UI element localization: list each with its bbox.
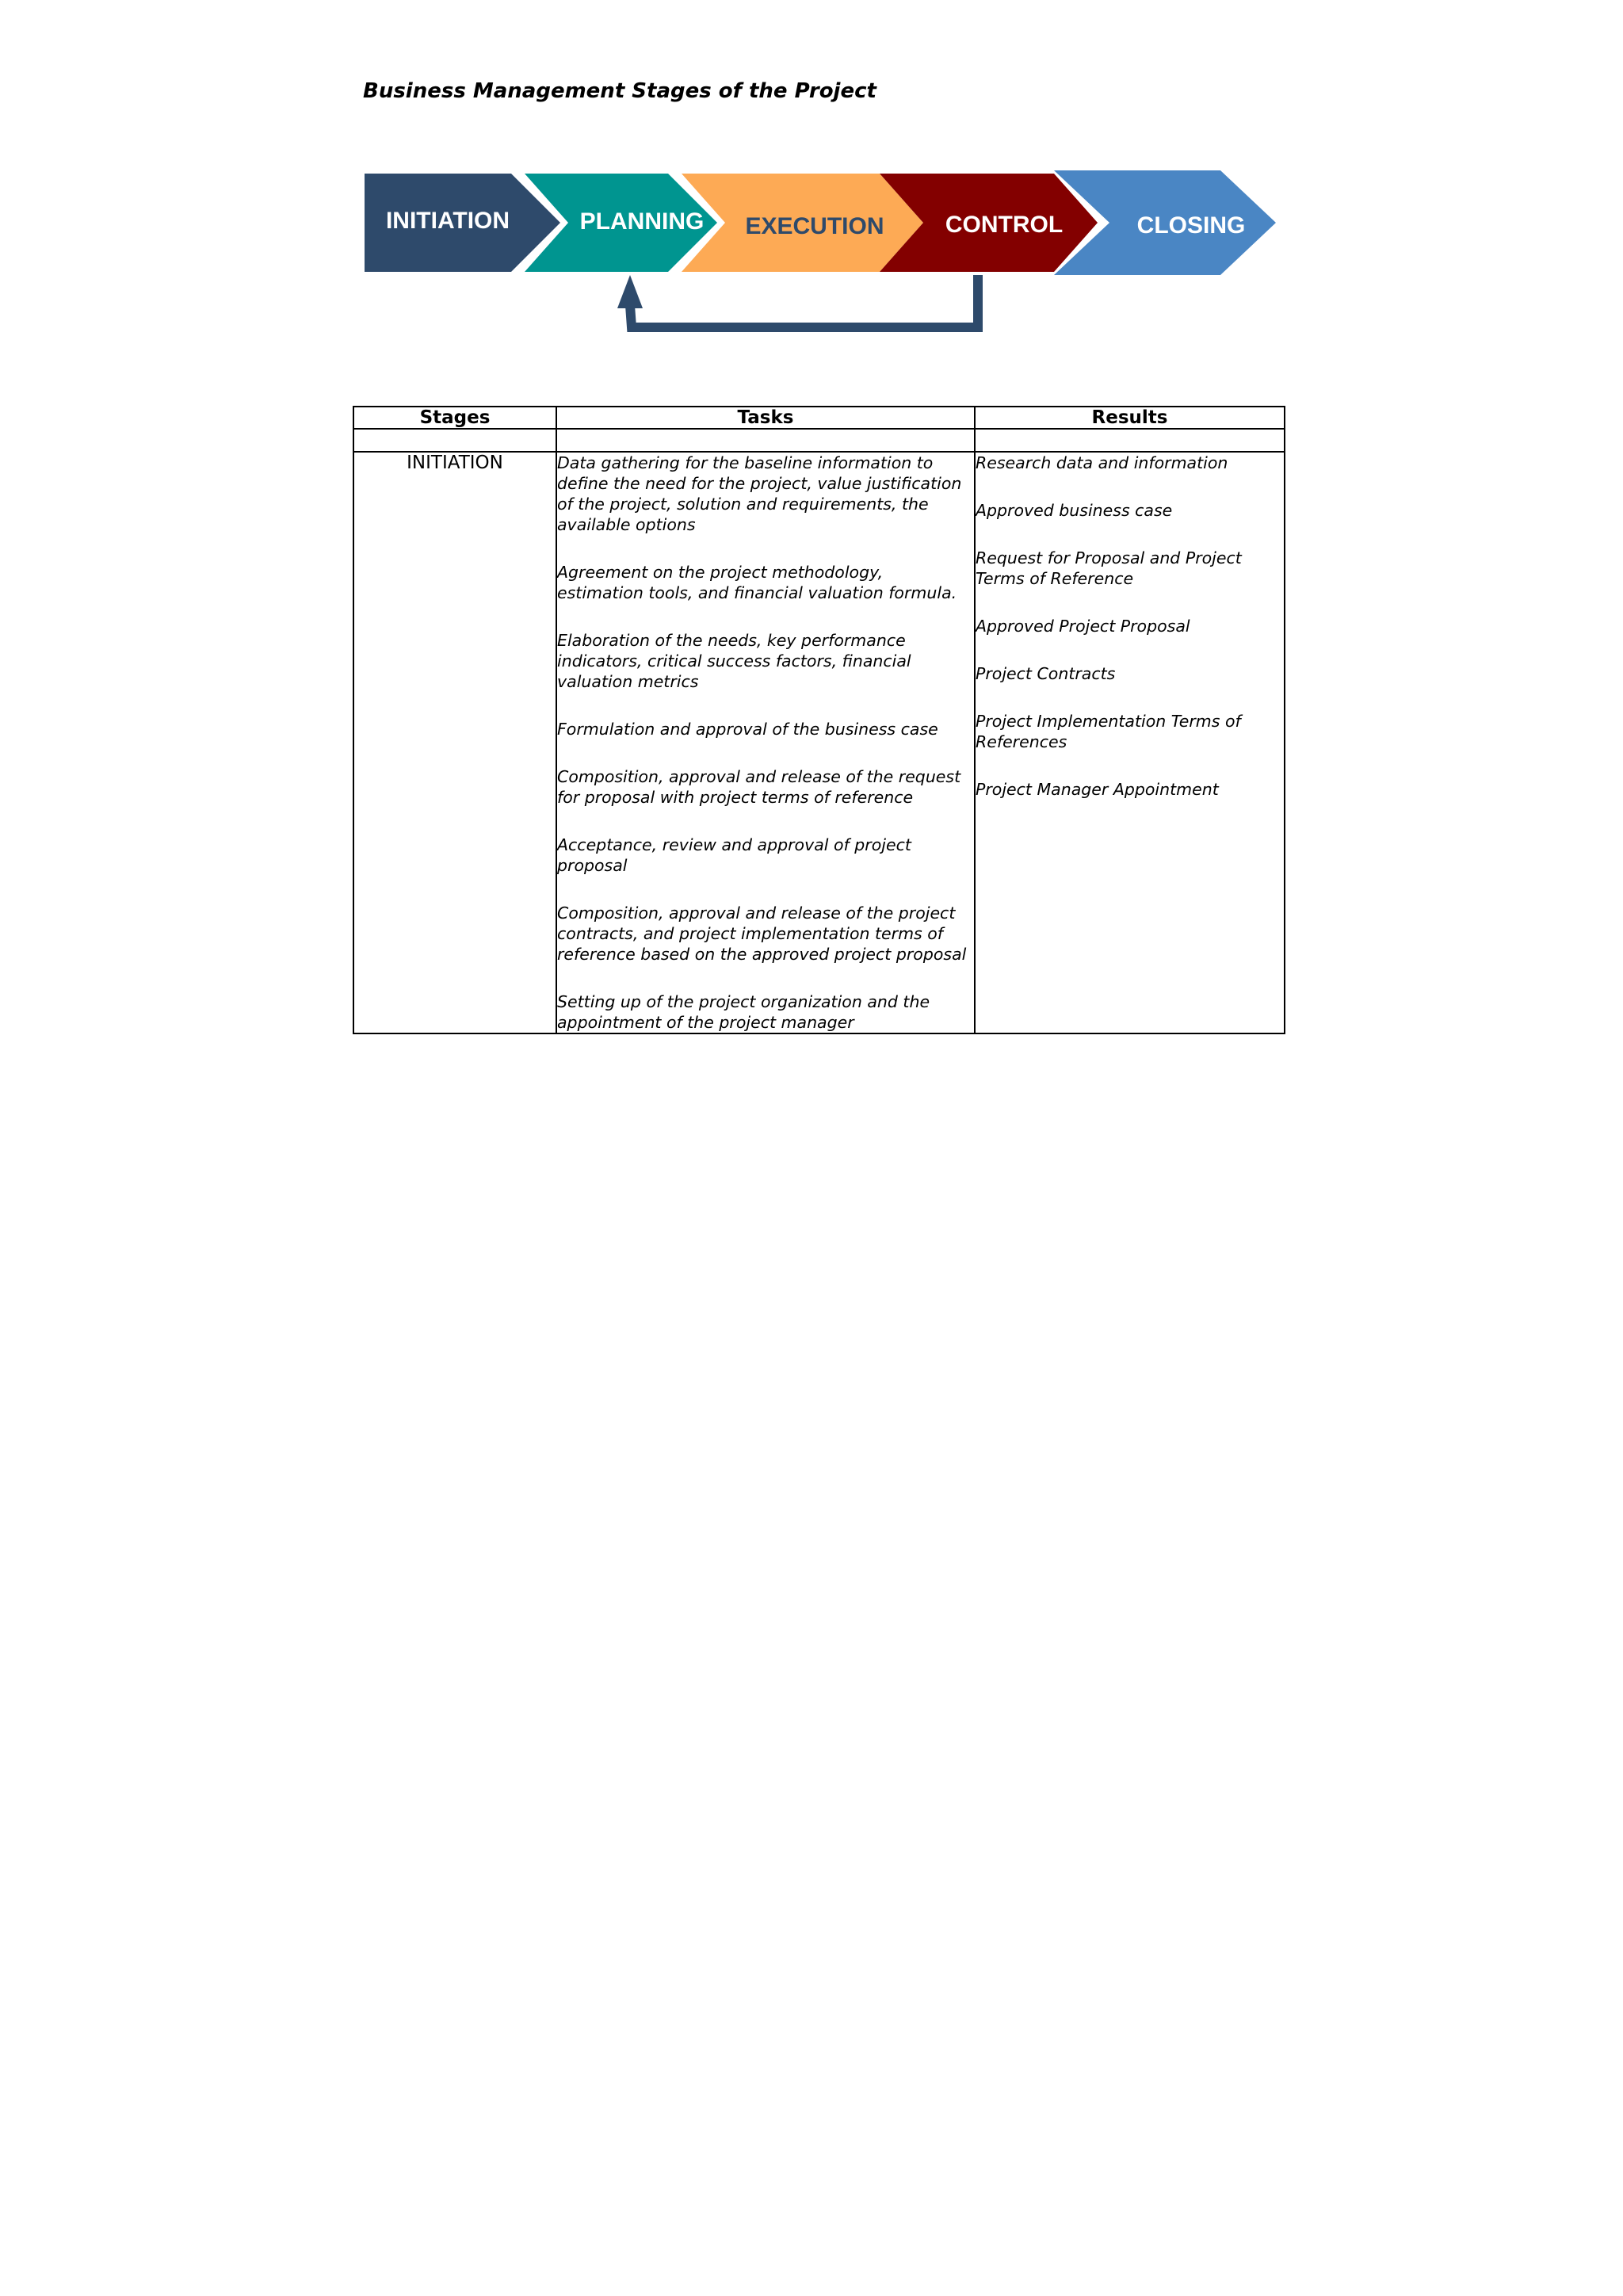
header-stages: Stages — [353, 407, 556, 429]
task-item: Elaboration of the needs, key performance indicators, critical success factors, financial valuation metrics — [557, 631, 911, 691]
table-header-row — [353, 407, 1285, 429]
stage-initiation-label: INITIATION — [385, 208, 510, 234]
task-item: Formulation and approval of the business case — [557, 720, 938, 739]
result-item: Research data and information — [976, 453, 1228, 472]
header-results: Results — [975, 407, 1285, 429]
result-item: Project Contracts — [976, 664, 1116, 683]
stage-execution — [682, 174, 923, 272]
stage-execution-label: EXECUTION — [745, 213, 884, 239]
tasks-cell — [556, 452, 975, 1033]
stage-closing-label: CLOSING — [1136, 212, 1246, 239]
task-item: Composition, approval and release of the request for proposal with project terms of reference — [557, 767, 961, 807]
result-item: Approved business case — [976, 501, 1173, 520]
feedback-loop-arrow — [617, 275, 978, 327]
stage-control-label: CONTROL — [945, 212, 1064, 238]
result-item: Project Manager Appointment — [976, 780, 1219, 799]
stage-initiation — [365, 174, 560, 272]
task-item: Setting up of the project organization and the appointment of the project manager — [557, 992, 930, 1032]
result-item: Request for Proposal and Project Terms of Reference — [976, 548, 1242, 588]
task-item: Composition, approval and release of the project contracts, and project implementation terms of reference based on the approved project proposal — [557, 904, 967, 964]
document-title: Business Management Stages of the Project — [363, 79, 876, 103]
empty-cell — [975, 429, 1285, 452]
project-stages-diagram — [361, 162, 1280, 345]
stage-cell: INITIATION — [353, 452, 556, 1033]
table-row — [353, 452, 1285, 1033]
stage-planning-label: PLANNING — [579, 208, 705, 235]
header-tasks: Tasks — [556, 407, 975, 429]
empty-cell — [556, 429, 975, 452]
stages-table — [353, 406, 1285, 1034]
results-cell — [975, 452, 1285, 1033]
task-item: Agreement on the project methodology, estimation tools, and financial valuation formula. — [557, 563, 957, 602]
table-empty-row — [353, 429, 1285, 452]
task-item: Acceptance, review and approval of project proposal — [557, 835, 911, 875]
result-item: Project Implementation Terms of References — [976, 712, 1241, 751]
task-item: Data gathering for the baseline information to define the need for the project, value justification of the project, solution and requirements, the available options — [557, 453, 962, 534]
empty-cell — [353, 429, 556, 452]
result-item: Approved Project Proposal — [976, 617, 1190, 636]
